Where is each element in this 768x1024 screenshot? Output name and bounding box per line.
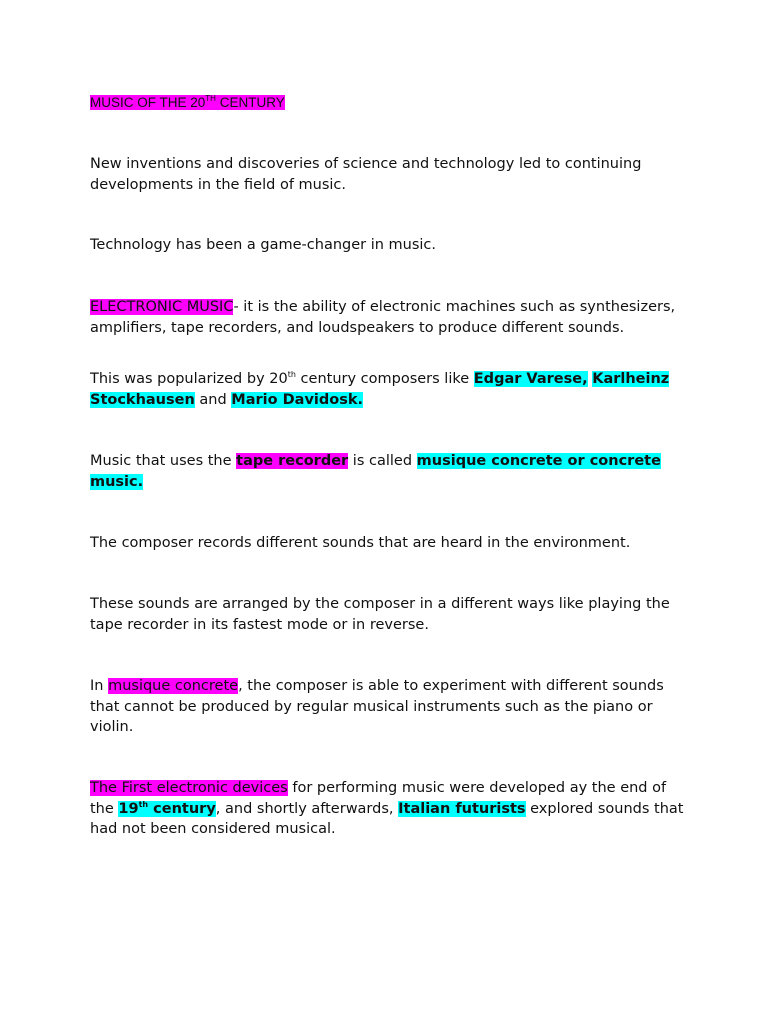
century-word: century xyxy=(148,800,216,817)
term-musique-concrete-2: musique concrete xyxy=(108,678,239,694)
paragraph-composers xyxy=(90,369,690,410)
term-tape-recorder: tape recorder xyxy=(236,453,349,469)
title-text-end: CENTURY xyxy=(215,95,285,110)
paragraph-records-sounds: The composer records different sounds that are heard in the environment. xyxy=(90,535,631,551)
paragraph-inventions: New inventions and discoveries of science and technology led to continuing developments in the field of music. xyxy=(90,156,642,193)
paragraph-electronic-music xyxy=(90,297,690,338)
term-19th-century xyxy=(118,801,215,817)
electronic-music-definition: - it is the ability of electronic machines such as synthesizers, amplifiers, tape recorders, and loudspeakers to produce different sounds. xyxy=(90,299,676,336)
paragraph-tape-recorder xyxy=(90,451,690,492)
devices-text-end: explored sounds that had not been considered musical. xyxy=(90,800,684,837)
composers-and: and xyxy=(194,391,232,408)
century-superscript: th xyxy=(138,799,149,809)
devices-text-2: , and shortly afterwards, xyxy=(215,800,399,817)
paragraph-first-devices xyxy=(90,778,690,840)
paragraph-arranged-sounds: These sounds are arranged by the composer in a different ways like playing the tape recorder in its fastest mode or in reverse. xyxy=(90,596,670,633)
devices-text: for performing music were developed ay the end of the xyxy=(90,780,667,817)
experiment-text: , the composer is able to experiment with different sounds that cannot be produced by regular musical instruments such as the piano or violin. xyxy=(90,678,664,735)
composer-davidosk: Mario Davidosk. xyxy=(231,391,364,408)
page-title xyxy=(90,93,690,113)
tape-mid: is called xyxy=(348,453,417,469)
term-musique-concrete: musique concrete or concrete music. xyxy=(90,453,661,490)
term-italian-futurists: Italian futurists xyxy=(398,800,526,817)
composers-intro-end: century composers like xyxy=(295,371,474,387)
composer-stockhausen: Karlheinz Stockhausen xyxy=(90,371,670,408)
title-highlight xyxy=(90,95,285,110)
term-electronic-music: ELECTRONIC MUSIC xyxy=(90,299,234,315)
century-number: 19 xyxy=(118,800,139,817)
experiment-intro: In xyxy=(90,678,109,694)
composers-intro: This was popularized by 20 xyxy=(90,371,288,387)
title-text: MUSIC OF THE 20 xyxy=(90,95,206,110)
paragraph-experiment xyxy=(90,676,690,738)
tape-intro: Music that uses the xyxy=(90,453,237,469)
composers-superscript: th xyxy=(287,370,296,379)
composer-edgar-varese: Edgar Varese, xyxy=(473,371,588,387)
title-superscript: TH xyxy=(205,94,216,103)
term-first-electronic-devices: The First electronic devices xyxy=(90,780,288,796)
paragraph-technology: Technology has been a game-changer in music. xyxy=(90,237,437,253)
